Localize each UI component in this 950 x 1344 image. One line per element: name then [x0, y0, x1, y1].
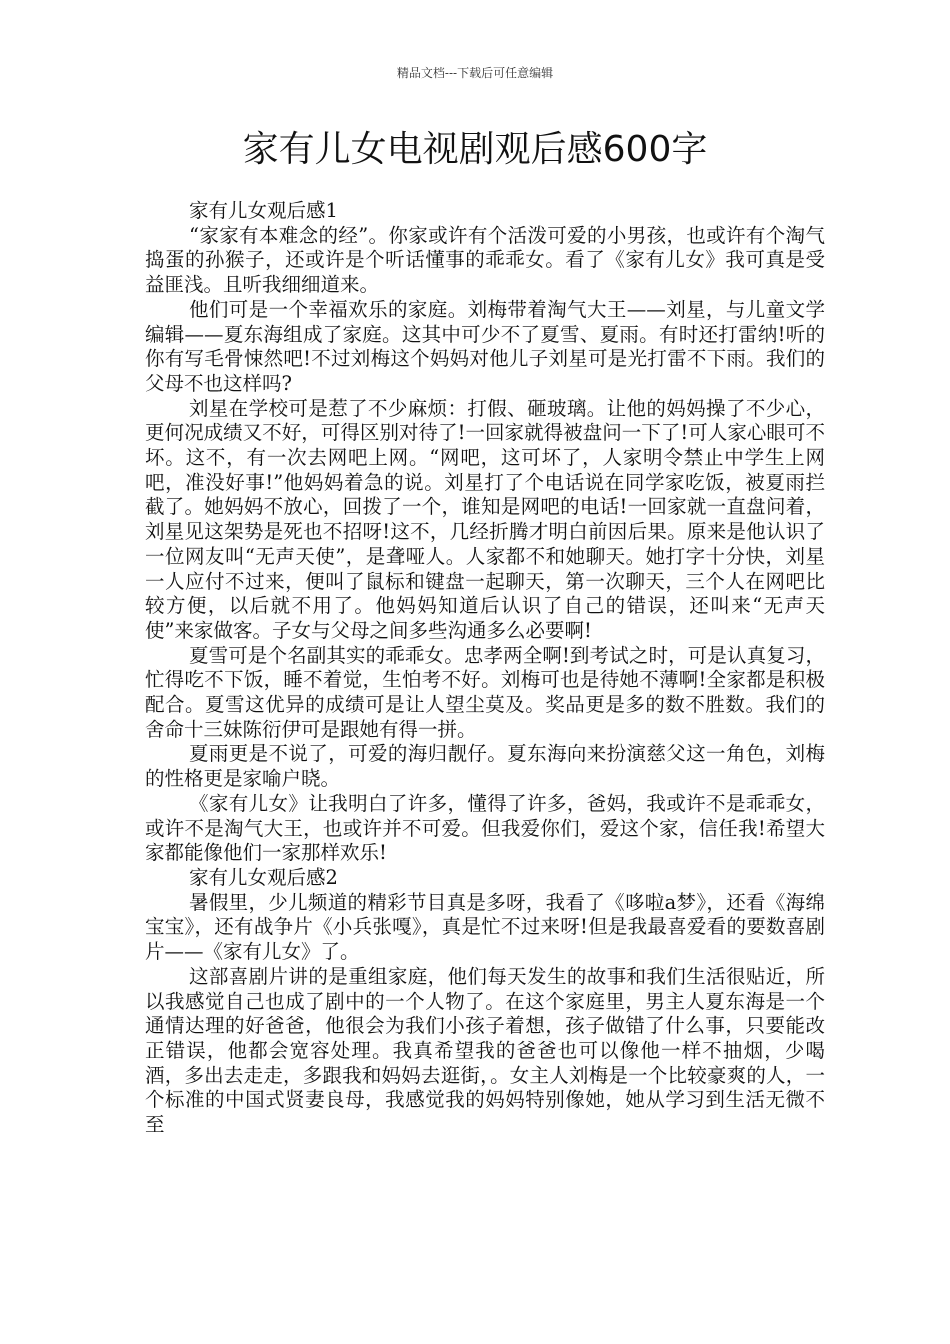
section-heading-1: 家有儿女观后感1 [189, 199, 338, 222]
body-paragraph: 夏雪可是个名副其实的乖乖女。忠孝两全啊!到考试之时，可是认真复习，忙得吃不下饭，睡不着觉，生怕考不好。刘梅可也是待她不薄啊!全家都是积极配合。夏雪这优异的成绩可是让人望尘莫及。奖品更是多的数不胜数。我们的舍命十三妹陈衍伊可是跟她有得一拼。 [145, 643, 825, 741]
body-paragraph: 暑假里，少儿频道的精彩节目真是多呀，我看了《哆啦a梦》，还看《海绵宝宝》，还有战争片《小兵张嘎》，真是忙不过来呀!但是我最喜爱看的要数喜剧片——《家有儿女》了。 [145, 890, 825, 964]
body-paragraph: “家家有本难念的经”。你家或许有个活泼可爱的小男孩，也或许有个淘气捣蛋的孙猴子，还或许是个听话懂事的乖乖女。看了《家有儿女》我可真是受益匪浅。且听我细细道来。 [145, 223, 825, 297]
document-title: 家有儿女电视剧观后感600字 [242, 129, 708, 170]
body-paragraph: 夏雨更是不说了，可爱的海归靓仔。夏东海向来扮演慈父这一角色，刘梅的性格更是家喻户晓。 [145, 742, 825, 791]
section-heading-2: 家有儿女观后感2 [189, 865, 338, 889]
body-paragraph: 他们可是一个幸福欢乐的家庭。刘梅带着淘气大王——刘星，与儿童文学编辑——夏东海组成了家庭。这其中可少不了夏雪、夏雨。有时还打雷纳!听的你有写毛骨悚然吧!不过刘梅这个妈妈对他儿子刘星可是光打雷不下雨。我们的父母不也这样吗? [145, 297, 825, 395]
document-body [145, 199, 825, 1138]
page-header: 精品文档---下载后可任意编辑 [396, 66, 554, 80]
body-paragraph: 《家有儿女》让我明白了许多，懂得了许多，爸妈，我或许不是乖乖女，或许不是淘气大王，也或许并不可爱。但我爱你们，爱这个家，信任我!希望大家都能像他们一家那样欢乐! [145, 791, 825, 865]
body-paragraph: 刘星在学校可是惹了不少麻烦：打假、砸玻璃。让他的妈妈操了不少心，更何况成绩又不好，可得区别对待了!一回家就得被盘问一下了!可人家心眼可不坏。这不，有一次去网吧上网。“网吧，这可坏了，人家明令禁止中学生上网吧，准没好事!”他妈妈着急的说。刘星打了个电话说在同学家吃饭，被夏雨拦截了。她妈妈不放心，回拨了一个，谁知是网吧的电话!一回家就一直盘问着，刘星见这架势是死也不招呀!这不，几经折腾才明白前因后果。原来是他认识了一位网友叫“无声天使”，是聋哑人。人家都不和她聊天。她打字十分快，刘星一人应付不过来，便叫了鼠标和键盘一起聊天，第一次聊天，三个人在网吧比较方便，以后就不用了。他妈妈知道后认识了自己的错误，还叫来“无声天使”来家做客。子女与父母之间多些沟通多么必要啊! [145, 396, 825, 642]
body-paragraph: 这部喜剧片讲的是重组家庭，他们每天发生的故事和我们生活很贴近，所以我感觉自己也成了剧中的一个人物了。在这个家庭里，男主人夏东海是一个通情达理的好爸爸，他很会为我们小孩子着想，孩子做错了什么事，只要能改正错误，他都会宽容处理。我真希望我的爸爸也可以像他一样不抽烟，少喝酒，多出去走走，多跟我和妈妈去逛街，。女主人刘梅是一个比较豪爽的人，一个标准的中国式贤妻良母，我感觉我的妈妈特别像她，她从学习到生活无微不至 [145, 964, 825, 1137]
